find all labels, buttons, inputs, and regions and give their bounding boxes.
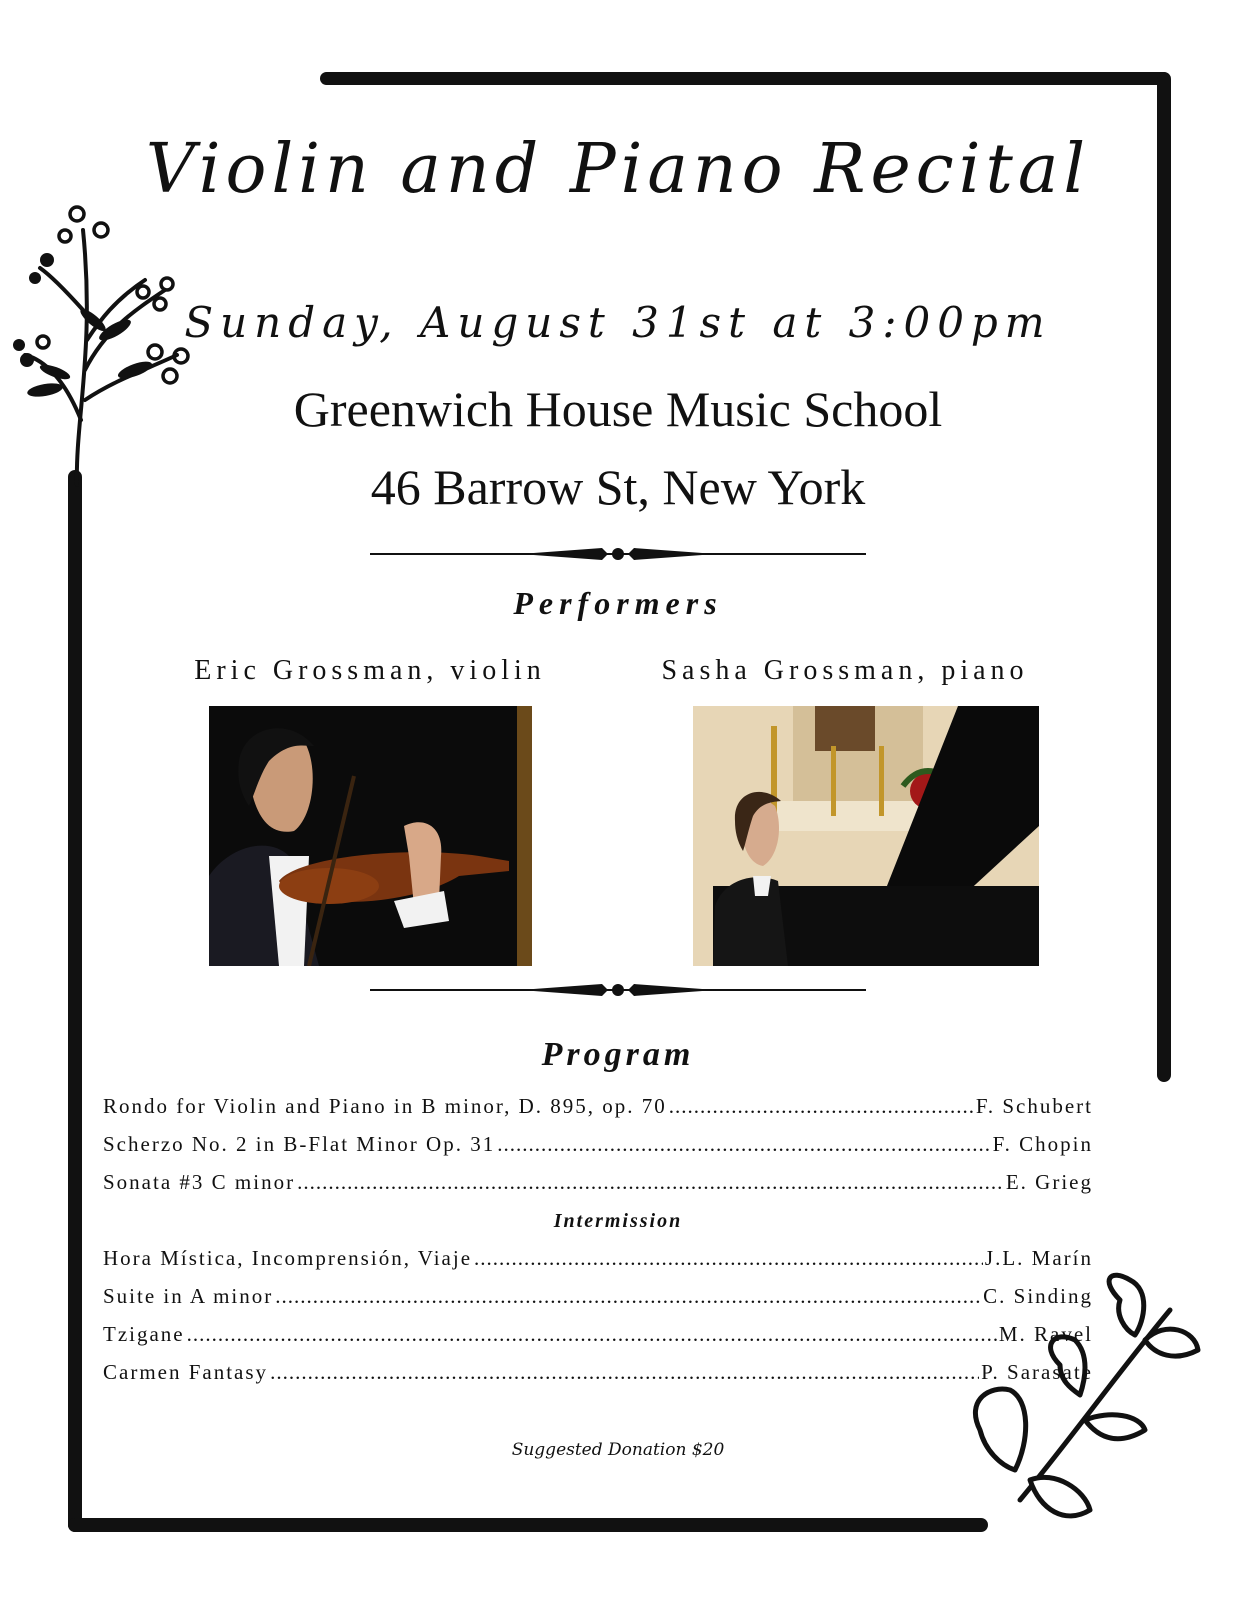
program-piece: Hora Mística, Incomprensión, Viaje <box>103 1246 473 1270</box>
program-composer: E. Grieg <box>1005 1170 1093 1194</box>
performer-piano-name: Sasha Grossman, piano <box>661 655 1029 686</box>
pianist-photo <box>693 706 1039 966</box>
program-item <box>103 1094 1093 1119</box>
recital-title: Violin and Piano Recital <box>145 130 1091 209</box>
venue-address: 46 Barrow St, New York <box>370 459 866 515</box>
program-item <box>103 1246 1093 1271</box>
performer-violin-name: Eric Grossman, violin <box>194 655 546 686</box>
program-piece: Sonata #3 C minor <box>103 1170 296 1194</box>
ornamental-divider <box>370 542 866 566</box>
program-piece: Carmen Fantasy <box>103 1360 269 1384</box>
event-datetime: Sunday, August 31st at 3:00pm <box>184 298 1052 347</box>
ornamental-divider <box>370 978 866 1002</box>
program-heading: Program <box>541 1036 695 1073</box>
program-item <box>103 1132 1093 1157</box>
dot-leader <box>297 1170 1004 1195</box>
dot-leader <box>275 1284 981 1309</box>
performers-heading: Performers <box>513 585 723 621</box>
frame-top-border <box>320 72 1170 85</box>
program-item <box>103 1322 1093 1347</box>
frame-right-border <box>1157 72 1171 1082</box>
program-item <box>103 1170 1093 1195</box>
dot-leader <box>669 1094 974 1119</box>
program-composer: C. Sinding <box>983 1284 1093 1308</box>
program-piece: Scherzo No. 2 in B-Flat Minor Op. 31 <box>103 1132 496 1156</box>
program-item <box>103 1284 1093 1309</box>
program-composer: J.L. Marín <box>984 1246 1093 1270</box>
program-piece: Rondo for Violin and Piano in B minor, D. 895, op. 70 <box>103 1094 667 1118</box>
dot-leader <box>474 1246 983 1271</box>
program-composer: M. Ravel <box>998 1322 1093 1346</box>
program-composer: P. Sarasate <box>981 1360 1093 1384</box>
frame-bottom-border <box>68 1518 988 1532</box>
intermission-label: Intermission <box>553 1210 683 1232</box>
dot-leader <box>270 1360 979 1385</box>
dot-leader <box>497 1132 990 1157</box>
program-composer: F. Chopin <box>992 1132 1093 1156</box>
frame-left-border <box>68 470 82 1532</box>
program-piece: Tzigane <box>103 1322 185 1346</box>
dot-leader <box>187 1322 997 1347</box>
program-composer: F. Schubert <box>975 1094 1093 1118</box>
program-item <box>103 1360 1093 1385</box>
venue-name: Greenwich House Music School <box>293 381 943 437</box>
floral-sprig-bottom-right <box>960 1270 1210 1540</box>
violinist-photo <box>209 706 532 966</box>
suggested-donation: Suggested Donation $20 <box>511 1440 725 1460</box>
program-piece: Suite in A minor <box>103 1284 274 1308</box>
